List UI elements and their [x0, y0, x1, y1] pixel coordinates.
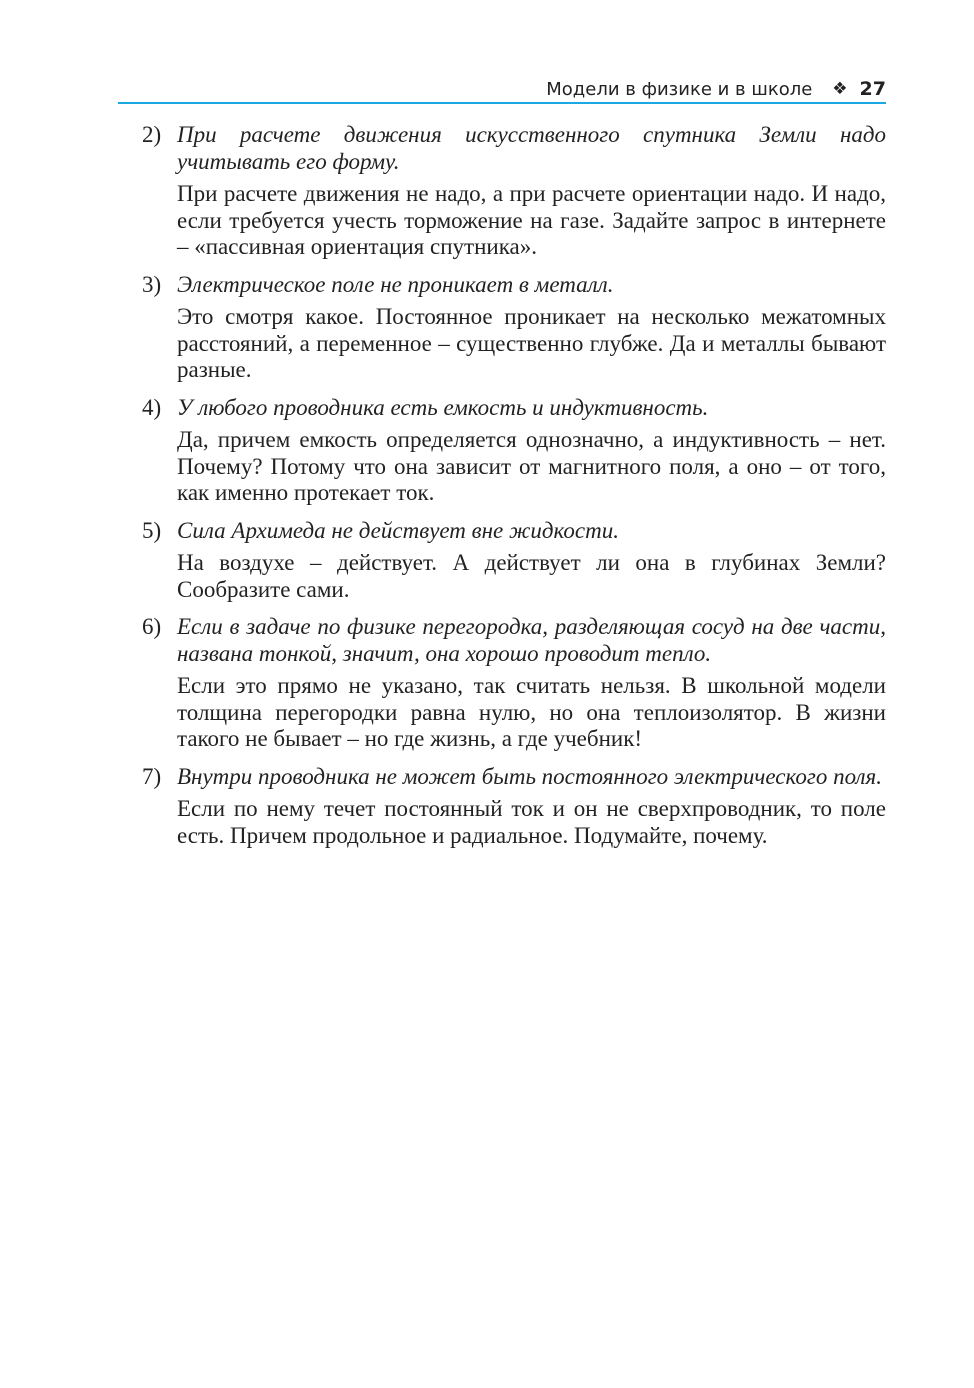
- list-item: [142, 518, 886, 604]
- list-item: [142, 764, 886, 850]
- item-answer: Если это прямо не указано, так считать нельзя. В школьной модели толщина перегородки равна нулю, но она теплоизолятор. В жизни такого не бывает – но где жизнь, а где учебник!: [177, 673, 886, 751]
- list-item: [142, 614, 886, 753]
- ornament-icon: ❖: [832, 79, 848, 99]
- item-claim: Сила Архимеда не действует вне жидкости.: [177, 517, 619, 543]
- page-number: 27: [859, 78, 886, 100]
- item-number: 5): [142, 517, 162, 543]
- running-title: Модели в физике и в школе: [546, 78, 813, 100]
- item-answer: Если по нему течет постоянный ток и он не сверхпроводник, то поле есть. Причем продольное и радиальное. Подумайте, почему.: [177, 796, 886, 848]
- item-number: 6): [142, 614, 162, 639]
- item-claim: У любого проводника есть емкость и индуктивность.: [177, 394, 709, 420]
- list-item: [142, 122, 886, 261]
- misconceptions-list: [142, 122, 886, 860]
- item-answer: На воздухе – действует. А действует ли она в глубинах Земли? Сообразите сами.: [177, 550, 886, 602]
- item-number: 7): [142, 763, 162, 789]
- item-answer: При расчете движения не надо, а при расчете ориентации надо. И надо, если требуется учесть торможение на газе. Задайте запрос в интернете – «пассивная ориентация спутника».: [177, 181, 886, 259]
- list-item: [142, 272, 886, 384]
- item-claim: Если в задаче по физике перегородка, разделяющая сосуд на две части, названа тонкой, значит, она хорошо проводит тепло.: [177, 614, 886, 666]
- item-number: 2): [142, 122, 162, 147]
- item-claim: Внутри проводника не может быть постоянного электрического поля.: [177, 763, 882, 789]
- item-claim: При расчете движения искусственного спутника Земли надо учитывать его форму.: [177, 122, 886, 174]
- item-answer: Да, причем емкость определяется однозначно, а индуктивность – нет. Почему? Потому что она зависит от магнитного поля, а оно – от того, как именно протекает ток.: [177, 427, 886, 505]
- item-claim: Электрическое поле не проникает в металл.: [177, 271, 614, 297]
- item-number: 3): [142, 271, 162, 297]
- item-answer: Это смотря какое. Постоянное проникает на несколько межатомных расстояний, а переменное – существенно глубже. Да и металлы бывают разные.: [177, 304, 886, 382]
- list-item: [142, 395, 886, 507]
- running-header: [118, 76, 886, 104]
- item-number: 4): [142, 394, 162, 420]
